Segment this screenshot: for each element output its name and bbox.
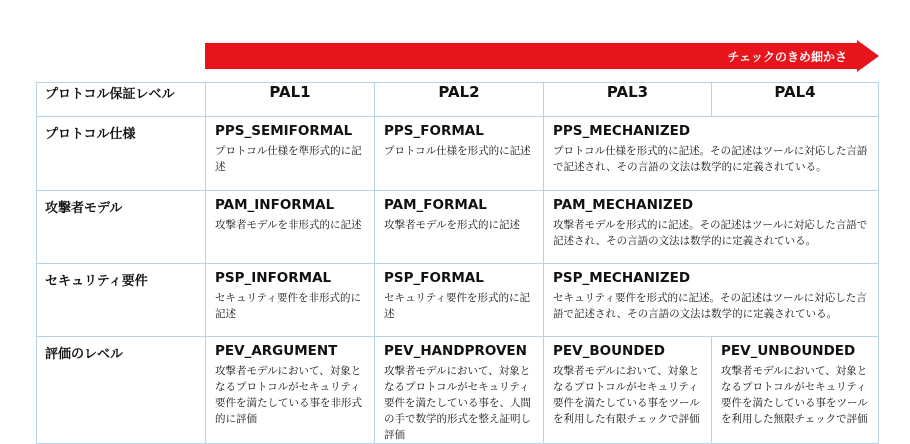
level-description: 攻撃者モデルにおいて、対象となるプロトコルがセキュリティ要件を満たしている事をツールを利用した有限チェックで評価 (553, 365, 700, 425)
level-code: PEV_BOUNDED (553, 343, 665, 359)
level-code: PSP_INFORMAL (215, 270, 332, 286)
header-pal4: PAL4 (712, 83, 879, 117)
cell-pal3 (544, 337, 712, 444)
level-description: 攻撃者モデルを形式的に記述。その記述はツールに対応した言語で記述され、その言語の文法は数学的に定義されている。 (553, 219, 868, 247)
table-row-attacker-model (37, 191, 879, 264)
level-code: PEV_HANDPROVEN (384, 343, 527, 359)
cell-pal2 (375, 191, 544, 264)
cell-pal2 (375, 264, 544, 337)
cell-pal3-pal4 (544, 264, 879, 337)
cell-pal1 (206, 337, 375, 444)
header-corner: プロトコル保証レベル (37, 83, 206, 117)
cell-pal2 (375, 117, 544, 191)
level-description: プロトコル仕様を準形式的に記述 (215, 145, 362, 173)
level-code: PSP_FORMAL (384, 270, 484, 286)
level-description: 攻撃者モデルを形式的に記述 (384, 219, 520, 231)
header-pal1: PAL1 (206, 83, 375, 117)
level-description: セキュリティ要件を形式的に記述。その記述はツールに対応した言語で記述され、その言語の文法は数学的に定義されている。 (553, 292, 867, 320)
row-label: プロトコル仕様 (37, 117, 206, 191)
level-code: PPS_SEMIFORMAL (215, 123, 353, 139)
protocol-assurance-level-table (36, 82, 879, 444)
cell-pal3-pal4 (544, 191, 879, 264)
cell-pal1 (206, 191, 375, 264)
level-description: セキュリティ要件を形式的に記述 (384, 292, 530, 320)
header-pal3: PAL3 (544, 83, 712, 117)
cell-pal1 (206, 264, 375, 337)
level-code: PSP_MECHANIZED (553, 270, 691, 286)
level-description: プロトコル仕様を形式的に記述。その記述はツールに対応した言語で記述され、その言語の文法は数学的に定義されている。 (553, 145, 868, 173)
table-row-evaluation-level (37, 337, 879, 444)
level-code: PEV_UNBOUNDED (721, 343, 856, 359)
level-description: 攻撃者モデルにおいて、対象となるプロトコルがセキュリティ要件を満たしている事を非形式的に評価 (215, 365, 362, 425)
level-description: 攻撃者モデルにおいて、対象となるプロトコルがセキュリティ要件を満たしている事をツールを利用した無限チェックで評価 (721, 365, 868, 425)
level-code: PAM_INFORMAL (215, 197, 335, 213)
arrow-head-icon (857, 40, 879, 72)
level-code: PPS_MECHANIZED (553, 123, 691, 139)
table-row-security-requirements (37, 264, 879, 337)
level-description: 攻撃者モデルにおいて、対象となるプロトコルがセキュリティ要件を満たしている事を、人間の手で数学的形式を整え証明し評価 (384, 365, 531, 441)
cell-pal2 (375, 337, 544, 444)
cell-pal1 (206, 117, 375, 191)
level-description: セキュリティ要件を非形式的に記述 (215, 292, 361, 320)
header-pal2: PAL2 (375, 83, 544, 117)
level-code: PAM_FORMAL (384, 197, 487, 213)
cell-pal4 (712, 337, 879, 444)
row-label: 評価のレベル (37, 337, 206, 444)
level-code: PAM_MECHANIZED (553, 197, 694, 213)
level-code: PEV_ARGUMENT (215, 343, 338, 359)
table-row-protocol-spec (37, 117, 879, 191)
row-label: 攻撃者モデル (37, 191, 206, 264)
level-description: 攻撃者モデルを非形式的に記述 (215, 219, 362, 231)
row-label: セキュリティ要件 (37, 264, 206, 337)
cell-pal3-pal4 (544, 117, 879, 191)
arrow-label: チェックのきめ細かさ (727, 50, 847, 64)
granularity-arrow (205, 40, 877, 72)
header-row (37, 83, 879, 117)
level-code: PPS_FORMAL (384, 123, 484, 139)
level-description: プロトコル仕様を形式的に記述 (384, 145, 531, 157)
